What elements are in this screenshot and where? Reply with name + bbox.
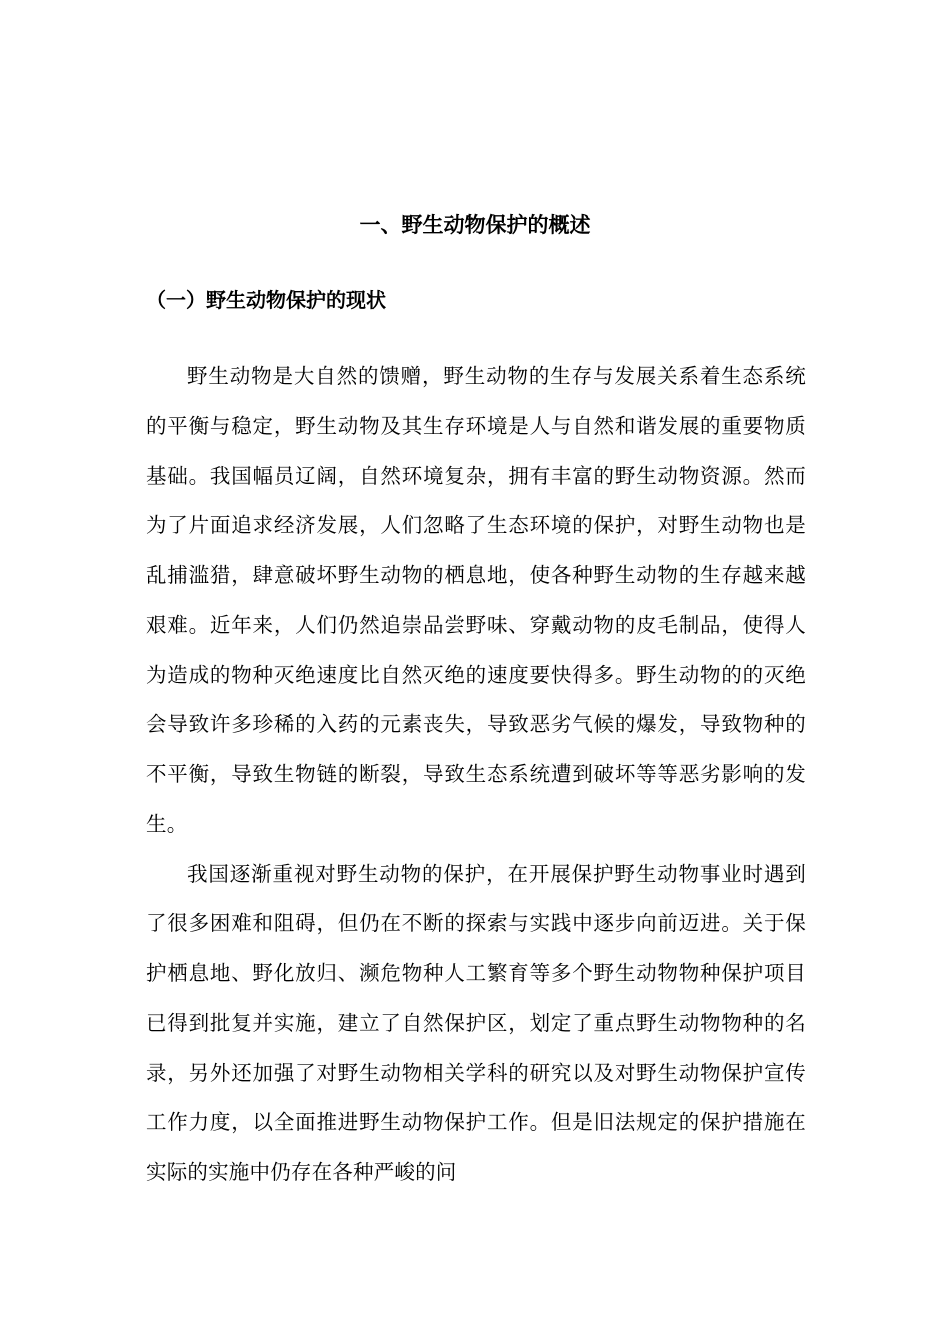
paragraph-2: 我国逐渐重视对野生动物的保护，在开展保护野生动物事业时遇到了很多困难和阻碍，但仍在不断的探索与实践中逐步向前迈进。关于保护栖息地、野化放归、濒危物种人工繁育等多个野生动物物种保护项目已得到批复并实施，建立了自然保护区，划定了重点野生动物物种的名录，另外还加强了对野生动物相关学科的研究以及对野生动物保护宣传工作力度，以全面推进野生动物保护工作。但是旧法规定的保护措施在实际的实施中仍存在各种严峻的问: [146, 861, 806, 1184]
chapter-title: 一、野生动物保护的概述: [359, 213, 591, 237]
body-text: [146, 352, 806, 1198]
section-title: （一）野生动物保护的现状: [146, 288, 386, 312]
paragraph-1: 野生动物是大自然的馈赠，野生动物的生存与发展关系着生态系统的平衡与稳定，野生动物及其生存环境是人与自然和谐发展的重要物质基础。我国幅员辽阔，自然环境复杂，拥有丰富的野生动物资源。然而为了片面追求经济发展，人们忽略了生态环境的保护，对野生动物也是乱捕滥猎，肆意破坏野生动物的栖息地，使各种野生动物的生存越来越艰难。近年来，人们仍然追崇品尝野味、穿戴动物的皮毛制品，使得人为造成的物种灭绝速度比自然灭绝的速度要快得多。野生动物的的灭绝会导致许多珍稀的入药的元素丧失，导致恶劣气候的爆发，导致物种的不平衡，导致生物链的断裂，导致生态系统遭到破坏等等恶劣影响的发生。: [146, 364, 806, 836]
